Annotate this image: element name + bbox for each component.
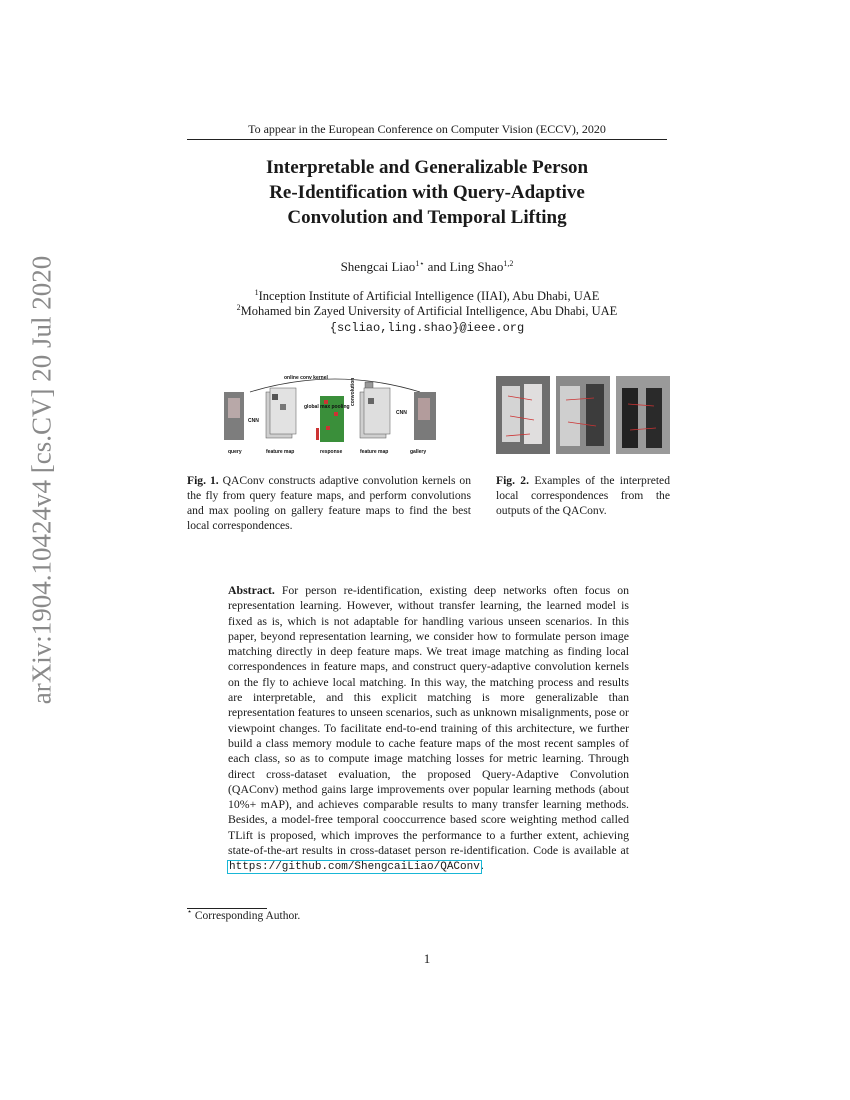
label-feature-map-right: feature map bbox=[360, 449, 389, 455]
label-query: query bbox=[228, 449, 242, 455]
figure-1-caption bbox=[187, 473, 471, 533]
response-peak-2 bbox=[334, 412, 338, 416]
author-email: {scliao,ling.shao}@ieee.org bbox=[329, 321, 525, 335]
figure-1-label: Fig. 1. bbox=[187, 474, 219, 487]
footnote-text: Corresponding Author. bbox=[192, 910, 301, 922]
gallery-feature-cell bbox=[368, 398, 374, 404]
gallery-feature-map-back bbox=[364, 388, 390, 434]
figure-2-caption-text: Examples of the interpreted local correspondences from the outputs of the QAConv. bbox=[496, 474, 670, 517]
code-link[interactable]: https://github.com/ShengcaiLiao/QAConv bbox=[229, 861, 480, 874]
reid-photo-1-image bbox=[496, 376, 550, 454]
affiliation-1 bbox=[187, 289, 667, 304]
author-1: Shengcai Liao bbox=[340, 259, 416, 274]
figure-2-photos bbox=[496, 376, 670, 454]
affiliation-1-sup: 1 bbox=[254, 288, 259, 297]
gallery-image-detail bbox=[418, 398, 430, 420]
author-2: Ling Shao bbox=[449, 259, 504, 274]
query-image-detail bbox=[228, 398, 240, 418]
pool-bar bbox=[316, 428, 319, 440]
abstract-text: For person re-identification, existing deep networks often focus on representation learning. However, without transfer learning, the learned model is fixed as is, which is not adaptable for handling various unseen scenarios. In this paper, beyond representation learning, we consider how to formulate person image matching directly in deep feature maps. We treat image matching as finding local correspondences in feature maps, and construct query-adaptive convolution kernels on the fly to achieve local matching. In this way, the matching process and results are interpretable, and this explicit matching is more generalizable than representation features to unseen scenarios, such as unknown misalignments, pose or viewpoint changes. To facilitate end-to-end training of this architecture, we further build a class memory module to cache feature maps of the most recent samples of each class, so as to compute image matching losses for metric learning. Through direct cross-dataset evaluation, the proposed Query-Adaptive Convolution (QAConv) method gains large improvements over popular learning methods (about 10%+ mAP), and achieves comparable results to many transfer learning methods. Besides, a model-free temporal cooccurrence based score weighting method called TLift is proposed, which improves the performance to a further extent, achieving state-of-the-art results in cross-dataset person re-identification. Code is available at bbox=[228, 583, 629, 858]
footnote-rule bbox=[187, 908, 267, 909]
query-feature-cell bbox=[272, 394, 278, 400]
figure-1-caption-text: QAConv constructs adaptive convolution kernels on the fly from query feature maps, and perform convolutions and max pooling on gallery feature maps to find the best local correspondences. bbox=[187, 474, 472, 532]
label-response: response bbox=[320, 449, 343, 455]
affiliation-2-text: Mohamed bin Zayed University of Artificial Intelligence, Abu Dhabi, UAE bbox=[240, 304, 618, 318]
footnote bbox=[187, 907, 301, 922]
affiliation-2 bbox=[187, 304, 667, 319]
label-cnn-right: CNN bbox=[396, 410, 407, 416]
affiliation-2-sup: 2 bbox=[236, 303, 241, 312]
response-map bbox=[320, 396, 344, 442]
affiliation-1-text: Inception Institute of Artificial Intelligence (IIAI), Abu Dhabi, UAE bbox=[258, 289, 600, 303]
label-feature-map-left: feature map bbox=[266, 449, 295, 455]
label-gallery: gallery bbox=[410, 449, 427, 455]
abstract-end: . bbox=[480, 858, 484, 873]
figure-1-diagram bbox=[220, 370, 450, 458]
author-1-sup: 1⋆ bbox=[415, 259, 425, 268]
header-rule bbox=[187, 139, 667, 140]
conference-note: To appear in the European Conference on Computer Vision (ECCV), 2020 bbox=[248, 122, 606, 136]
figure-2-label: Fig. 2. bbox=[496, 474, 530, 487]
qaconv-diagram bbox=[220, 370, 450, 458]
reid-photo-3 bbox=[616, 376, 670, 454]
paper-title bbox=[187, 155, 667, 230]
reid-photo-3-image bbox=[616, 376, 670, 454]
footnote-mark: ⋆ bbox=[187, 907, 193, 916]
author-connector: and bbox=[424, 259, 450, 274]
label-kernel: online conv kernel bbox=[284, 375, 328, 381]
author-2-sup: 1,2 bbox=[503, 259, 514, 268]
abstract bbox=[228, 583, 629, 876]
figure-2-caption bbox=[496, 473, 670, 518]
abstract-label: Abstract. bbox=[228, 583, 275, 597]
response-peak-3 bbox=[326, 426, 330, 430]
reid-photo-1 bbox=[496, 376, 550, 454]
label-conv: convolution bbox=[350, 377, 356, 406]
page-number: 1 bbox=[423, 951, 431, 966]
author-line bbox=[187, 259, 667, 275]
title-line-1: Interpretable and Generalizable Person bbox=[265, 157, 589, 178]
query-feature-cell-2 bbox=[280, 404, 286, 410]
reid-photo-2-image bbox=[556, 376, 610, 454]
reid-photo-2 bbox=[556, 376, 610, 454]
title-line-3: Convolution and Temporal Lifting bbox=[287, 207, 567, 228]
arxiv-stamp-text: arXiv:1904.10424v4 [cs.CV] 20 Jul 2020 bbox=[26, 255, 57, 705]
title-line-2: Re-Identification with Query-Adaptive bbox=[269, 182, 585, 203]
label-pool: global max pooling bbox=[304, 404, 350, 410]
label-cnn-left: CNN bbox=[248, 418, 259, 424]
